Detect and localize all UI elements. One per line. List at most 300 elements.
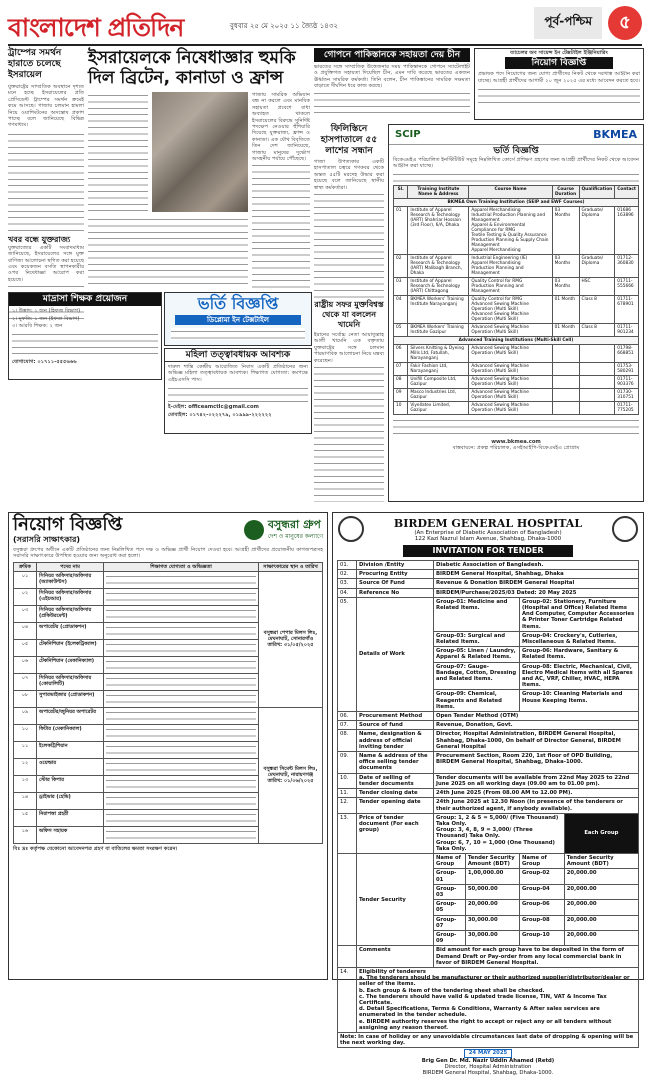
security-col-header: Name of Group <box>434 853 466 868</box>
cell-institute: Unifill Composite Ltd, Gazipur <box>408 375 469 388</box>
tender-row <box>338 597 639 631</box>
cell-value: BIRDEM General Hospital, Shahbag, Dhaka <box>434 570 639 579</box>
qualification-text <box>106 726 256 740</box>
cell-post: সিনিয়র অফিসার/অফিসার (এইচআর) <box>37 588 104 605</box>
col-header: Training Institute Name & Address <box>408 185 469 198</box>
news-photo <box>152 92 248 212</box>
ad-birdem <box>332 512 644 1077</box>
course-name: Apparel Merchandising <box>471 247 521 253</box>
cell-duration: 01 Month <box>552 323 579 336</box>
course-name: Advanced Sewing Machine Operation (Multi Skill) <box>471 402 529 413</box>
qualification-text <box>106 590 256 604</box>
ad-bashundhara-title: নিয়োগ বিজ্ঞপ্তি <box>13 514 123 535</box>
eligibility-item: a. The tenderers should be manufacturer or their authorized supplier/distributor/dealer or seller of the items. <box>359 975 630 988</box>
cell-value: BIRDEM/Purchase/2025/03 Dated: 20 May 2025 <box>434 588 639 597</box>
cell-qualification <box>104 639 259 656</box>
course-name: Production Planning & Supply Chain Management <box>471 237 549 248</box>
cell-institute: Institute of Apparel Research & Technology (IART) Chittagong <box>408 277 469 295</box>
right-story-2 <box>314 124 384 296</box>
cell-duration <box>552 375 579 388</box>
cell-contact: 01753-580291 <box>615 362 639 375</box>
cell-duration <box>552 388 579 401</box>
col-header: Course Duration <box>552 185 579 198</box>
cell-sl: ০৮ <box>14 690 37 707</box>
cell-label: Tender Security <box>357 853 434 945</box>
cell-contact: 01711-678901 <box>615 295 639 323</box>
ad-bkmea-intro-continued <box>393 171 639 183</box>
cell-duration: 03 Months <box>552 254 579 277</box>
story-body-continued <box>8 131 84 231</box>
qualification-text <box>106 692 256 706</box>
tender-row <box>338 1033 639 1048</box>
lead-body-right <box>252 92 310 288</box>
cell-contact: 01711-903376 <box>615 375 639 388</box>
ad-bashundhara-subtitle: (সরাসরি সাক্ষাৎকার) <box>13 535 81 544</box>
qualification-text <box>106 828 256 842</box>
cell-contact: 01711-555666 <box>615 277 639 295</box>
scip-logo: SCIP <box>395 129 421 140</box>
cell-courses <box>469 323 552 336</box>
security-cell: Group-07 <box>434 915 466 930</box>
cell-contact: 01711-901234 <box>615 323 639 336</box>
cell-venue <box>259 571 323 707</box>
cell-post: সিনিয়র অফিসার/অফিসার (কোয়ালিটি) <box>37 673 104 690</box>
cell-group: Group-09: Chemical, Reagents and Related Items. <box>434 690 520 712</box>
cell-label: Date of selling of tender documents <box>357 773 434 788</box>
table-row <box>394 206 639 254</box>
cell-post: স্টোর কিপার <box>37 775 104 792</box>
course-name: Apparel & Environmental Compliance for RMG <box>471 222 526 233</box>
table-row <box>394 323 639 336</box>
cell-sl: ১১ <box>14 741 37 758</box>
each-group-badge: Each Group <box>564 813 638 853</box>
security-cell: Group-06 <box>519 900 564 915</box>
cell-qualification <box>104 690 259 707</box>
cell-sl: ১৫ <box>14 809 37 826</box>
course-name: Advanced Sewing Machine Operation (Multi Skill) <box>471 376 529 387</box>
ad-madrasa-item-1: ১। উস্তাদ: ১ জন (হিফজ বিভাগ) <box>12 308 81 314</box>
lead-body-column <box>88 92 148 212</box>
cell-value: Procurement Section, Room 220, 1st floor of OPD Building, BIRDEM General Hospital, Shahbag, Dhaka-1000. <box>434 752 639 774</box>
cell-qualification: Graduate/ Diploma <box>579 206 615 254</box>
ad-bkmea-title: ভর্তি বিজ্ঞপ্তি <box>493 146 539 156</box>
cell-courses <box>469 362 552 375</box>
table-row <box>14 707 323 724</box>
ad-bkmea <box>388 124 644 502</box>
cell-value: Revenue, Donation, Govt. <box>434 721 639 730</box>
cell-post: সিনিয়র অফিসার/অফিসার (প্রকিউরমেন্ট) <box>37 605 104 622</box>
cell-post: ইলেকট্রিশিয়ান <box>37 741 104 758</box>
qualification-text <box>106 624 256 638</box>
birdem-logo-icon <box>338 516 364 542</box>
cell-contact: 01730-310751 <box>615 388 639 401</box>
venue-date: তারিখ: ৩১/০৫/২০২৫ <box>267 642 314 649</box>
story-body: গাজা উপত্যকার একটি হাসপাতাল চত্বরে গণকবর থেকে অন্তত ৫৫টি মরদেহ উদ্ধার করা হয়েছে বলে জানিয়েছে স্থানীয় স্বাস্থ্য কর্মকর্তারা। <box>314 159 384 191</box>
cell-contact: 01711-775205 <box>615 401 639 414</box>
cell-post: টেকনিশিয়ান (ইলেকট্রিক্যাল) <box>37 639 104 656</box>
cell-venue <box>259 707 323 843</box>
course-name: Advanced Sewing Machine Operation (Multi Skill) <box>471 389 529 400</box>
cell-qualification <box>104 826 259 843</box>
cell-sl: 03 <box>394 277 408 295</box>
tender-row <box>338 730 639 752</box>
cell-label: Price of tender document (For each group) <box>357 813 434 853</box>
cell-label: Procurement Method <box>357 712 434 721</box>
ad-bashundhara-footer: বিঃ দ্রঃ কর্তৃপক্ষ যেকোনো আবেদনপত্র গ্রহণ বা বাতিলের ক্ষমতা সংরক্ষণ করেন। <box>13 845 178 852</box>
cell-label: Name & address of the office selling tender documents <box>357 752 434 774</box>
cell-qualification <box>104 588 259 605</box>
qualification-text <box>106 641 256 655</box>
qualification-text <box>106 777 256 791</box>
tender-row <box>338 712 639 721</box>
ad-madrasa-item-2: ২। মুফতি: ১ জন (ইফতা বিভাগ) <box>12 316 80 323</box>
story-body-continued <box>314 90 470 114</box>
table-row <box>394 388 639 401</box>
birdem-address: 122 Kazi Nazrul Islam Avenue, Shahbag, Dhaka-1000 <box>414 535 562 542</box>
table-row <box>394 254 639 277</box>
course-name: Advanced Sewing Machine Operation (Multi Skill) <box>471 301 529 312</box>
course-name: Advanced Sewing Machine Operation (Multi Skill) <box>471 324 529 335</box>
cell-institute: Masco Industries Ltd, Gazipur <box>408 388 469 401</box>
col-header: Qualification <box>579 185 615 198</box>
lead-body-bottom <box>88 216 248 288</box>
course-name: Apparel Merchandising <box>471 207 521 213</box>
cell-contact: 01798-668851 <box>615 344 639 362</box>
cell-courses <box>469 344 552 362</box>
ad-bkmea-website[interactable]: www.bkmea.com <box>491 438 541 445</box>
venue-name: বসুন্ধরা সিমেন্ট মিলস লিঃ, মেঘনাঘাট, নারায়ণগঞ্জ <box>263 766 318 779</box>
ad-bhorti <box>164 292 312 346</box>
cell-number: 04. <box>338 588 357 597</box>
venue-date: তারিখ: ০১/০৬/২০২৫ <box>267 778 314 785</box>
qualification-text <box>106 573 256 587</box>
cell-sl: 04 <box>394 295 408 323</box>
story-body: ইরানের সর্বোচ্চ নেতা আয়াতুল্লাহ আলী খামেনি এক বক্তৃতায় যুক্তরাষ্ট্রের সঙ্গে চলমান পারমাণবিক আলোচনা নিয়ে মন্তব্য করেছেন। <box>314 332 384 364</box>
cell-qualification <box>104 809 259 826</box>
ad-madrasa-item-3: ৩। আরবি শিক্ষক: ২ জন <box>12 322 63 329</box>
table-row <box>394 277 639 295</box>
birdem-banner: INVITATION FOR TENDER <box>403 545 573 557</box>
security-col-header: Tender Security Amount (BDT) <box>564 853 638 868</box>
cell-value: Revenue & Donation BIRDEM General Hospital <box>434 579 639 588</box>
ad-mohila-title: মহিলা তত্ত্বাবধায়ক আবশ্যক <box>165 349 311 362</box>
bkmea-logo: BKMEA <box>593 128 637 141</box>
ad-bsc-recruitment <box>474 48 644 120</box>
course-name: Industrial Production Planning and Management <box>471 212 546 223</box>
table-row <box>394 344 639 362</box>
page-number-badge: ৫ <box>608 6 642 40</box>
ad-mohila-email: ই-মেইল: officeamctlc@gmail.com <box>168 404 259 411</box>
course-name: Production Planning and Management <box>471 265 524 276</box>
tender-row <box>338 789 639 798</box>
cell-qualification: Class 8 <box>579 295 615 323</box>
cell-sl: ০২ <box>14 588 37 605</box>
cell-number <box>338 946 357 968</box>
security-col-header: Tender Security Amount (BDT) <box>465 853 519 868</box>
col-header: Contact <box>615 185 639 198</box>
cell-post: সুপারভাইজার (প্রোডাকশন) <box>37 690 104 707</box>
cell-label: Tender closing date <box>357 789 434 798</box>
cell-sl: ০৭ <box>14 673 37 690</box>
cell-label: Procuring Entity <box>357 570 434 579</box>
cell-value: Bid amount for each group have to be deposited in the form of Demand Draft or Pay-order from any local commercial bank in favor of BIRDEM General Hospital. <box>434 946 639 968</box>
tender-row <box>338 853 639 868</box>
story-headline: ট্রাম্পের সমর্থন হারাতে চলেছে ইসরায়েল <box>8 48 62 80</box>
security-cell: 1,00,000.00 <box>465 869 519 884</box>
cell-number: 10. <box>338 773 357 788</box>
cell-qualification <box>579 362 615 375</box>
tender-row <box>338 946 639 968</box>
story-headline: ফিলিস্তিনে হাসপাতালে ৫৫ লাশের সন্ধান <box>320 124 378 156</box>
cell-value: Director, Hospital Administration, BIRDEM General Hospital, Shahbag, Dhaka-1000, On behalf of Director General, BIRDEM General Hospital <box>434 730 639 752</box>
cell-label: Source of fund <box>357 721 434 730</box>
col-header: পদের নাম <box>37 562 104 571</box>
birdem-subtitle: (An Enterprise of Diabetic Association of Bangladesh) <box>414 529 562 536</box>
cell-sl: ০৯ <box>14 707 37 724</box>
cell-institute: Viyellatex Limited, Gazipur <box>408 401 469 414</box>
cell-number: 14. <box>338 967 357 1032</box>
ad-mohila-phone: মোবাইল: ০১৭৪২-০২২২৭৯, ০১৯৯৯-২২২২২২ <box>168 411 272 418</box>
cell-qualification <box>579 375 615 388</box>
qualification-text <box>106 709 256 723</box>
story-subheadline: খবর বন্ধে যুক্তরাজ্য <box>8 234 71 244</box>
left-column-story <box>8 48 84 288</box>
cell-courses <box>469 254 552 277</box>
cell-sl: 05 <box>394 323 408 336</box>
qualification-text <box>106 607 256 621</box>
cell-sl: 09 <box>394 388 408 401</box>
cell-qualification: Class 8 <box>579 323 615 336</box>
story-body: ভারতের সঙ্গে সাম্প্রতিক উত্তেজনার সময় পাকিস্তানকে গোপনে স্যাটেলাইট ও প্রযুক্তিগত সহায়তা দিয়েছিল চীন, এমন দাবি করেছে ভারতের একজন ঊর্ধ্বতন সামরিক কর্মকর্তা। তিনি বলেন, চীন পাকিস্তানের সামরিক সক্ষমতা বাড়াতে দীর্ঘদিন ধরে কাজ করছে। <box>314 64 470 90</box>
cell-qualification <box>104 775 259 792</box>
bkmea-course-table <box>393 185 639 415</box>
cell-post: ওয়েল্ডার <box>37 758 104 775</box>
course-name: Production Planning and Management <box>471 283 524 294</box>
cell-number: 13. <box>338 813 357 853</box>
cell-value <box>357 967 639 1032</box>
qualification-text <box>106 743 256 757</box>
qualification-text <box>106 675 256 689</box>
ad-madrasa <box>8 292 162 380</box>
cell-value: Open Tender Method (OTM) <box>434 712 639 721</box>
cell-number: 08. <box>338 730 357 752</box>
table-row <box>394 375 639 388</box>
qualification-text <box>106 794 256 808</box>
course-name: Industrial Engineering (IE) <box>471 255 528 261</box>
course-name: Textile Testing & Quality Assurance <box>471 232 547 238</box>
cell-post: অফিস সহায়ক <box>37 826 104 843</box>
table-row <box>394 362 639 375</box>
lead-body-right-continued <box>252 162 310 302</box>
cell-institute: BKMEA Workers' Training Institute Gazipur <box>408 323 469 336</box>
cell-sl: 07 <box>394 362 408 375</box>
eligibility-item: c. The tenderers should have valid & updated trade license, TIN, VAT & Income Tax Certificate. <box>359 993 607 1006</box>
lead-story <box>88 48 310 288</box>
cell-courses <box>469 375 552 388</box>
ad-mohila <box>164 348 312 434</box>
cell-post: সিনিয়র অফিসার/অফিসার (অ্যাকাউন্টস) <box>37 571 104 588</box>
ad-bkmea-intro: বিকেএমইএ পরিচালিত ইনস্টিটিউট সমূহে নিম্নলিখিত কোর্সে প্রশিক্ষণ গ্রহণের জন্য আগ্রহী প্রার্থীদের নিকট থেকে আবেদন আহ্বান করা যাচ্ছে। <box>393 157 639 170</box>
qualification-text <box>106 811 256 825</box>
cell-number: 11. <box>338 789 357 798</box>
ad-bsc-header: ব্যাচেলর অব সায়েন্স ইন টেক্সটাইল ইঞ্জিনিয়ারিং <box>510 50 608 56</box>
security-cell: Group-09 <box>434 930 466 945</box>
security-cell: Group-10 <box>519 930 564 945</box>
tender-row <box>338 588 639 597</box>
ad-bhorti-title: ভর্তি বিজ্ঞপ্তি <box>197 294 279 313</box>
eligibility-item: b. Each group & item of the tendering sheet shall be checked. <box>359 987 545 994</box>
cell-post: নিরাপত্তা প্রহরী <box>37 809 104 826</box>
right-story-3 <box>314 300 384 508</box>
cell-post: ফিটার (মেকানিক্যাল) <box>37 724 104 741</box>
story-headline: রাষ্ট্রীয় সফর মুক্তবিশ্বস্ত থেকে যা বললেন খামেনি <box>314 300 384 329</box>
eligibility-item: e. BIRDEM authority reserves the right to accept or reject any or all tenders without assigning any reason thereof. <box>359 1018 612 1031</box>
cell-sl: ০৩ <box>14 605 37 622</box>
cell-number: 12. <box>338 798 357 813</box>
cell-group: Group-01: Medicine and Related Items. <box>434 597 520 631</box>
table-section: BKMEA Own Training Institution (SEIP and EWF Courses) <box>394 198 639 206</box>
cell-group: Group-05: Linen / Laundry, Apparel & Related Items. <box>434 647 520 662</box>
cell-sl: ০৫ <box>14 639 37 656</box>
eligibility-item: d. Detail Specifications, Terms & Conditions, Warranty & After sales services are enumerated in the tender schedule. <box>359 1006 600 1019</box>
cell-label: Source Of Fund <box>357 579 434 588</box>
story-subbody: যুক্তরাজ্যের একটি সংবাদমাধ্যম জানিয়েছে, ইসরায়েলের সঙ্গে মুক্ত বাণিজ্য আলোচনা স্থগিত করা হয়েছে এবং কয়েকজন বসতি স্থাপনকারীর ওপর নিষেধাজ্ঞা আরোপ করা হয়েছে। <box>8 244 84 283</box>
cell-value: Diabetic Association of Bangladesh. <box>434 561 639 570</box>
cell-number: 09. <box>338 752 357 774</box>
tender-row <box>338 773 639 788</box>
story-body-continued <box>314 364 384 502</box>
signature-row <box>338 1048 639 1077</box>
cell-qualification <box>579 344 615 362</box>
cell-qualification <box>104 758 259 775</box>
cell-label: Reference No <box>357 588 434 597</box>
cell-group: Group-10: Cleaning Materials and House Keeping Items. <box>519 690 638 712</box>
cell-contact: 01686 163896 <box>615 206 639 254</box>
cell-number: 01. <box>338 561 357 570</box>
birdem-tender-table <box>337 560 639 1077</box>
security-cell: 20,000.00 <box>465 900 519 915</box>
cell-group: Group-07: Gauge-Bandage, Cotton, Dressing and Related Items. <box>434 662 520 690</box>
tender-row <box>338 579 639 588</box>
signer-title: Director, Hospital Administration <box>444 1063 532 1070</box>
col-header: শিক্ষাগত যোগ্যতা ও অভিজ্ঞতা <box>104 562 259 571</box>
cell-courses <box>469 401 552 414</box>
ad-bsc-details <box>478 86 640 104</box>
cell-post: টেকনিশিয়ান (মেকানিক্যাল) <box>37 656 104 673</box>
tender-row <box>338 798 639 813</box>
cell-sl: 10 <box>394 401 408 414</box>
cell-label: Comments <box>357 946 434 968</box>
cell-qualification <box>104 656 259 673</box>
course-name: Advanced Sewing Machine Operation (Multi Skill) <box>471 345 529 356</box>
page-section-name: পূর্ব-পশ্চিম <box>534 7 602 39</box>
cell-label: Name, designation & address of official inviting tender <box>357 730 434 752</box>
col-header: ক্রমিক <box>14 562 37 571</box>
lead-body: গাজায় সামরিক অভিযান বন্ধ না করলে এবং মানবিক সহায়তা প্রবেশে বাধা অব্যাহত থাকলে ইসরায়েলের বিরুদ্ধে সুনির্দিষ্ট পদক্ষেপ নেওয়ার হুঁশিয়ারি দিয়েছে যুক্তরাজ্য, ফ্রান্স ও কানাডা। এক যৌথ বিবৃতিতে তিন দেশ জানিয়েছে, গাজায় মানুষের দুর্ভোগ অসহনীয় পর্যায়ে পৌঁছেছে। <box>252 92 310 163</box>
date-stamp: 24 MAY 2025 <box>464 1049 513 1057</box>
cell-duration <box>552 362 579 375</box>
lead-headline-line1: ইসরায়েলকে নিষেধাজ্ঞার হুমকি <box>88 48 296 68</box>
security-cell: Group-01 <box>434 869 466 884</box>
cell-sl: ০৬ <box>14 656 37 673</box>
price-line: Group: 6, 7, 10 = 1,000 (One Thousand) Taka Only. <box>436 839 555 852</box>
cell-qualification: HSC <box>579 277 615 295</box>
course-name: Apparel Merchandising <box>471 260 521 266</box>
course-name: Advanced Sewing Machine Operation (Multi Skill) <box>471 363 529 374</box>
cell-group: Group-04: Crockery's, Cutleries, Miscellaneous & Related Items. <box>519 631 638 646</box>
table-row <box>394 401 639 414</box>
page-header <box>534 6 642 40</box>
cell-duration <box>552 344 579 362</box>
cell-contact: 01712-360830 <box>615 254 639 277</box>
cell-number: 05. <box>338 597 357 711</box>
cell-post: অপারেটর (প্রোডাকশন) <box>37 622 104 639</box>
cell-institute: Institute of Apparel Research & Technology (IART) Malibagh Branch, Dhaka <box>408 254 469 277</box>
table-section: Advanced Training Institutions (Multi-Skill Cell) <box>394 336 639 344</box>
cell-qualification <box>104 673 259 690</box>
masthead <box>8 4 642 46</box>
cell-number <box>338 853 357 945</box>
security-cell: 20,000.00 <box>564 930 638 945</box>
cell-group: Group-02: Stationery, Furniture (Hospital and Office) Related Items And Computer, Computer Accessories & Printer Toner Cartridge Related Items. <box>519 597 638 631</box>
cell-institute: Institute of Apparel Research & Technology (IART) Shahriar Hossain (3rd Floor), 6/A, Dhaka <box>408 206 469 254</box>
ad-bhorti-details <box>171 328 305 340</box>
security-cell: Group-05 <box>434 900 466 915</box>
cell-qualification <box>104 605 259 622</box>
cell-group: Group-06: Hardware, Sanitary & Related Items. <box>519 647 638 662</box>
security-cell: 30,000.00 <box>465 915 519 930</box>
cell-courses <box>469 295 552 323</box>
security-cell: Group-03 <box>434 884 466 899</box>
cell-sl: 02 <box>394 254 408 277</box>
cell-qualification <box>579 401 615 414</box>
cell-sl: ০৪ <box>14 622 37 639</box>
ad-madrasa-title: মাদ্রাসা শিক্ষক প্রয়োজন <box>9 293 161 306</box>
price-line: Group: 3, 4, 8, 9 = 3,000/ (Three Thousand) Taka Only. <box>436 827 533 840</box>
security-cell: 50,000.00 <box>465 884 519 899</box>
security-cell: 20,000.00 <box>564 915 638 930</box>
cell-courses <box>469 388 552 401</box>
tender-row <box>338 967 639 1032</box>
cell-qualification <box>104 571 259 588</box>
cell-institute: Silvers Knitting & Dyeing Mills Ltd, Fatullah, Narayanganj <box>408 344 469 362</box>
security-cell: 30,000.00 <box>465 930 519 945</box>
cell-group: Group-08: Electric, Mechanical, Civil, Electro Medical Items with all Spares and AC, VRF, Chiller, HVAC, HEPA Items. <box>519 662 638 690</box>
dateline: বুধবার ২৫ মে ২০২৫ ১১ জ্যৈষ্ঠ ১৪৩২ <box>230 22 338 30</box>
ad-bkmea-terms <box>393 417 639 437</box>
col-header: সাক্ষাৎকারের স্থান ও তারিখ <box>259 562 323 571</box>
eligibility-label: Eligibility of tenderers <box>359 968 426 975</box>
birdem-title: BIRDEM GENERAL HOSPITAL <box>393 516 583 530</box>
ad-mohila-body: দারুল শান্তি কেন্দ্রীয় আয়োজিত নিবাস একটি প্রতিষ্ঠানের জন্য অভিজ্ঞ মহিলা তত্ত্বাবধায়ক আবশ্যক। শিক্ষাগত যোগ্যতা: কমপক্ষে এইচএসসি পাস। <box>168 364 308 383</box>
ad-bashundhara-intro: বসুন্ধরা গ্রুপের অধীনে একটি প্রতিষ্ঠানের জন্য নিম্নলিখিত পদে দক্ষ ও অভিজ্ঞ প্রার্থী নিয়োগ দেওয়া হবে। আগ্রহী প্রার্থীদের প্রয়োজনীয় কাগজপত্রসহ সরাসরি সাক্ষাৎকারে উপস্থিত হওয়ার জন্য অনুরোধ করা হলো। <box>13 547 323 560</box>
col-header: Course Name <box>469 185 552 198</box>
cell-qualification <box>104 741 259 758</box>
cell-duration: 01 Month <box>552 295 579 323</box>
table-row <box>14 571 323 588</box>
tender-row <box>338 752 639 774</box>
cell-sl: 01 <box>394 206 408 254</box>
tender-row <box>338 721 639 730</box>
cell-sl: ০১ <box>14 571 37 588</box>
cell-sl: ১৬ <box>14 826 37 843</box>
dab-logo-icon <box>612 516 638 542</box>
cell-duration: 03 Months <box>552 206 579 254</box>
ad-madrasa-details <box>12 331 158 357</box>
cell-sl: 06 <box>394 344 408 362</box>
cell-label: Details of Work <box>357 597 434 711</box>
cell-duration: 03 Months <box>552 277 579 295</box>
